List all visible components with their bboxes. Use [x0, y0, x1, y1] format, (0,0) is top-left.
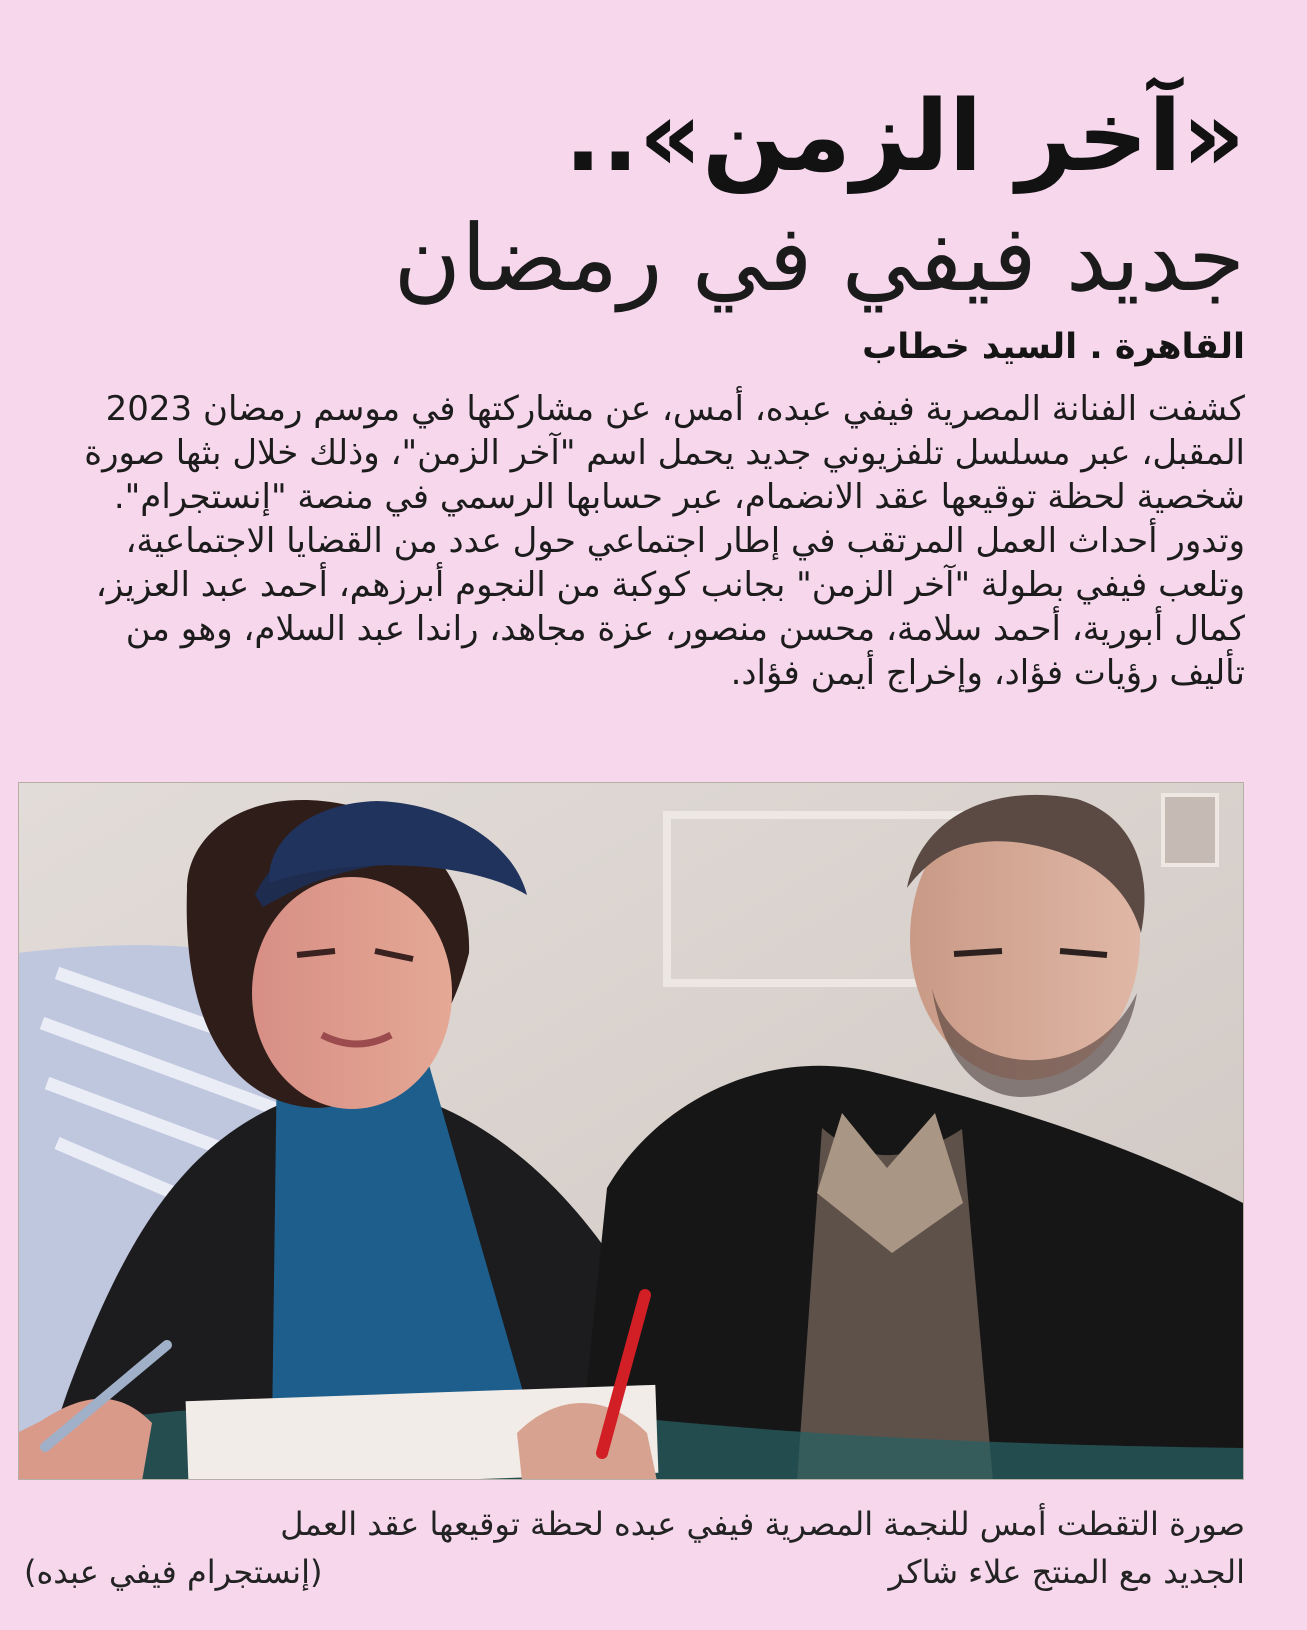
subheadline: جديد فيفي في رمضان [393, 205, 1245, 312]
byline: القاهرة . السيد خطاب [862, 327, 1245, 367]
body-line-6: كمال أبورية، أحمد سلامة، محسن منصور، عزة مجاهد، راندا عبد السلام، وهو من [125, 609, 1245, 649]
body-line-3: شخصية لحظة توقيعها عقد الانضمام، عبر حسابها الرسمي في منصة "إنستجرام". [113, 477, 1245, 517]
photo-illustration [18, 783, 1243, 1480]
body-line-4: وتدور أحداث العمل المرتقب في إطار اجتماعي حول عدد من القضايا الاجتماعية، [125, 521, 1245, 561]
body-line-7: تأليف رؤيات فؤاد، وإخراج أيمن فؤاد. [730, 653, 1245, 693]
wall-outlet [1163, 795, 1217, 865]
body-line-2: المقبل، عبر مسلسل تلفزيوني جديد يحمل اسم "آخر الزمن"، وذلك خلال بثها صورة [84, 433, 1245, 473]
woman-face [252, 877, 452, 1109]
article-body [45, 387, 1245, 695]
body-line-5: وتلعب فيفي بطولة "آخر الزمن" بجانب كوكبة من النجوم أبرزهم، أحمد عبد العزيز، [95, 565, 1245, 605]
caption-line-2: الجديد مع المنتج علاء شاكر [888, 1553, 1245, 1591]
body-line-1: كشفت الفنانة المصرية فيفي عبده، أمس، عن مشاركتها في موسم رمضان 2023 [105, 389, 1245, 429]
caption-line-1: صورة التقطت أمس للنجمة المصرية فيفي عبده لحظة توقيعها عقد العمل [280, 1505, 1245, 1543]
photo-credit: (إنستجرام فيفي عبده) [24, 1553, 323, 1591]
headline: «آخر الزمن».. [564, 80, 1245, 194]
article-photo [18, 782, 1244, 1480]
